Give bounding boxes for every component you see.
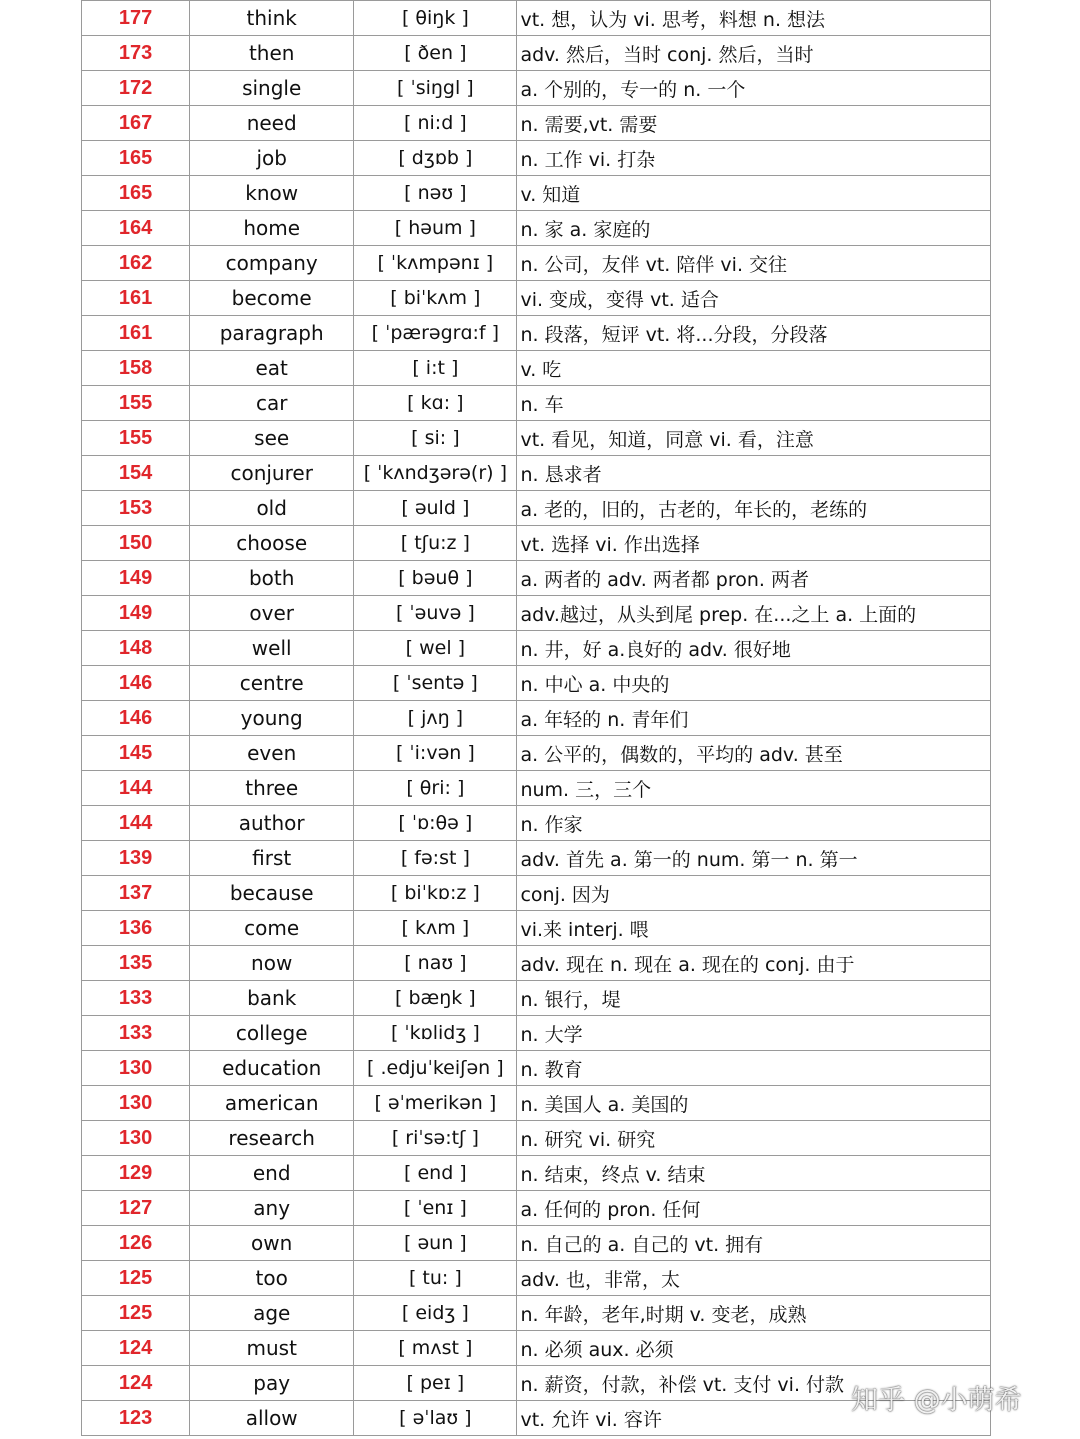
phonetic-cell: [ .edjuˈkeiʃən ] (354, 1051, 517, 1086)
phonetic-cell: [ end ] (354, 1156, 517, 1191)
definition-cell: n. 美国人 a. 美国的 (517, 1086, 991, 1121)
frequency-cell: 167 (82, 106, 190, 141)
phonetic-cell: [ tu: ] (354, 1261, 517, 1296)
word-cell: choose (190, 526, 354, 561)
frequency-cell: 126 (82, 1226, 190, 1261)
word-cell: college (190, 1016, 354, 1051)
definition-cell: n. 中心 a. 中央的 (517, 666, 991, 701)
definition-cell: n. 教育 (517, 1051, 991, 1086)
frequency-cell: 177 (82, 1, 190, 36)
frequency-cell: 124 (82, 1331, 190, 1366)
phonetic-cell: [ əˈlaʊ ] (354, 1401, 517, 1436)
phonetic-cell: [ ˈəuvə ] (354, 596, 517, 631)
word-cell: eat (190, 351, 354, 386)
table-row (82, 351, 991, 386)
table-row (82, 71, 991, 106)
table-row (82, 561, 991, 596)
table-row (82, 1191, 991, 1226)
definition-cell: a. 任何的 pron. 任何 (517, 1191, 991, 1226)
word-cell: need (190, 106, 354, 141)
phonetic-cell: [ tʃu:z ] (354, 526, 517, 561)
table-row (82, 1121, 991, 1156)
word-cell: home (190, 211, 354, 246)
definition-cell: n. 大学 (517, 1016, 991, 1051)
word-cell: conjurer (190, 456, 354, 491)
definition-cell: n. 工作 vi. 打杂 (517, 141, 991, 176)
frequency-cell: 137 (82, 876, 190, 911)
phonetic-cell: [ wel ] (354, 631, 517, 666)
frequency-cell: 149 (82, 561, 190, 596)
definition-cell: a. 年轻的 n. 青年们 (517, 701, 991, 736)
definition-cell: n. 必须 aux. 必须 (517, 1331, 991, 1366)
vocabulary-table-body (82, 1, 991, 1436)
word-cell: three (190, 771, 354, 806)
word-cell: education (190, 1051, 354, 1086)
phonetic-cell: [ ˈkɒlidʒ ] (354, 1016, 517, 1051)
definition-cell: n. 井，好 a.良好的 adv. 很好地 (517, 631, 991, 666)
phonetic-cell: [ biˈkʌm ] (354, 281, 517, 316)
definition-cell: n. 银行，堤 (517, 981, 991, 1016)
table-row (82, 946, 991, 981)
frequency-cell: 144 (82, 771, 190, 806)
definition-cell: n. 需要,vt. 需要 (517, 106, 991, 141)
frequency-cell: 155 (82, 386, 190, 421)
word-cell: now (190, 946, 354, 981)
frequency-cell: 139 (82, 841, 190, 876)
watermark: 知乎 @小萌希 (851, 1385, 1022, 1416)
definition-cell: n. 家 a. 家庭的 (517, 211, 991, 246)
frequency-cell: 127 (82, 1191, 190, 1226)
table-row (82, 666, 991, 701)
table-row (82, 1331, 991, 1366)
word-cell: must (190, 1331, 354, 1366)
table-row (82, 246, 991, 281)
vocabulary-table (81, 0, 991, 1436)
word-cell: age (190, 1296, 354, 1331)
phonetic-cell: [ dʒɒb ] (354, 141, 517, 176)
word-cell: know (190, 176, 354, 211)
word-cell: allow (190, 1401, 354, 1436)
phonetic-cell: [ i:t ] (354, 351, 517, 386)
word-cell: company (190, 246, 354, 281)
frequency-cell: 172 (82, 71, 190, 106)
table-row (82, 1016, 991, 1051)
phonetic-cell: [ θiŋk ] (354, 1, 517, 36)
definition-cell: a. 两者的 adv. 两者都 pron. 两者 (517, 561, 991, 596)
word-cell: become (190, 281, 354, 316)
frequency-cell: 165 (82, 141, 190, 176)
table-row (82, 36, 991, 71)
frequency-cell: 123 (82, 1401, 190, 1436)
frequency-cell: 125 (82, 1296, 190, 1331)
frequency-cell: 133 (82, 1016, 190, 1051)
definition-cell: n. 车 (517, 386, 991, 421)
table-row (82, 771, 991, 806)
frequency-cell: 135 (82, 946, 190, 981)
table-row (82, 631, 991, 666)
phonetic-cell: [ əuld ] (354, 491, 517, 526)
word-cell: see (190, 421, 354, 456)
phonetic-cell: [ ˈpærəgrɑ:f ] (354, 316, 517, 351)
word-cell: centre (190, 666, 354, 701)
frequency-cell: 164 (82, 211, 190, 246)
word-cell: because (190, 876, 354, 911)
word-cell: car (190, 386, 354, 421)
frequency-cell: 136 (82, 911, 190, 946)
word-cell: young (190, 701, 354, 736)
table-row (82, 211, 991, 246)
phonetic-cell: [ fə:st ] (354, 841, 517, 876)
phonetic-cell: [ ˈsentə ] (354, 666, 517, 701)
definition-cell: vt. 看见，知道，同意 vi. 看，注意 (517, 421, 991, 456)
definition-cell: vi.来 interj. 喂 (517, 911, 991, 946)
phonetic-cell: [ ˈkʌmpənɪ ] (354, 246, 517, 281)
phonetic-cell: [ ˈsiŋgl ] (354, 71, 517, 106)
table-row (82, 1, 991, 36)
definition-cell: n. 段落，短评 vt. 将...分段，分段落 (517, 316, 991, 351)
table-row (82, 491, 991, 526)
frequency-cell: 161 (82, 316, 190, 351)
table-row (82, 421, 991, 456)
frequency-cell: 133 (82, 981, 190, 1016)
table-row (82, 1261, 991, 1296)
word-cell: come (190, 911, 354, 946)
definition-cell: adv.越过，从头到尾 prep. 在...之上 a. 上面的 (517, 596, 991, 631)
frequency-cell: 155 (82, 421, 190, 456)
definition-cell: n. 作家 (517, 806, 991, 841)
table-row (82, 1226, 991, 1261)
frequency-cell: 148 (82, 631, 190, 666)
frequency-cell: 125 (82, 1261, 190, 1296)
frequency-cell: 173 (82, 36, 190, 71)
phonetic-cell: [ əun ] (354, 1226, 517, 1261)
phonetic-cell: [ ˈenɪ ] (354, 1191, 517, 1226)
definition-cell: vt. 选择 vi. 作出选择 (517, 526, 991, 561)
definition-cell: adv. 也，非常，太 (517, 1261, 991, 1296)
definition-cell: conj. 因为 (517, 876, 991, 911)
word-cell: american (190, 1086, 354, 1121)
definition-cell: v. 知道 (517, 176, 991, 211)
definition-cell: n. 研究 vi. 研究 (517, 1121, 991, 1156)
phonetic-cell: [ si: ] (354, 421, 517, 456)
frequency-cell: 124 (82, 1366, 190, 1401)
phonetic-cell: [ nəʊ ] (354, 176, 517, 211)
phonetic-cell: [ ˈi:vən ] (354, 736, 517, 771)
word-cell: old (190, 491, 354, 526)
frequency-cell: 130 (82, 1121, 190, 1156)
table-row (82, 1296, 991, 1331)
definition-cell: a. 公平的，偶数的，平均的 adv. 甚至 (517, 736, 991, 771)
definition-cell: a. 老的，旧的，古老的，年长的，老练的 (517, 491, 991, 526)
word-cell: any (190, 1191, 354, 1226)
frequency-cell: 146 (82, 666, 190, 701)
frequency-cell: 154 (82, 456, 190, 491)
phonetic-cell: [ jʌŋ ] (354, 701, 517, 736)
definition-cell: vt. 想，认为 vi. 思考，料想 n. 想法 (517, 1, 991, 36)
table-row (82, 456, 991, 491)
table-row (82, 596, 991, 631)
frequency-cell: 161 (82, 281, 190, 316)
phonetic-cell: [ bæŋk ] (354, 981, 517, 1016)
definition-cell: adv. 现在 n. 现在 a. 现在的 conj. 由于 (517, 946, 991, 981)
phonetic-cell: [ kʌm ] (354, 911, 517, 946)
word-cell: job (190, 141, 354, 176)
table-row (82, 1401, 991, 1436)
word-cell: even (190, 736, 354, 771)
phonetic-cell: [ riˈsə:tʃ ] (354, 1121, 517, 1156)
definition-cell: n. 恳求者 (517, 456, 991, 491)
frequency-cell: 149 (82, 596, 190, 631)
phonetic-cell: [ ðen ] (354, 36, 517, 71)
definition-cell: n. 年龄，老年,时期 v. 变老，成熟 (517, 1296, 991, 1331)
phonetic-cell: [ kɑ: ] (354, 386, 517, 421)
table-row (82, 141, 991, 176)
definition-cell: num. 三，三个 (517, 771, 991, 806)
table-row (82, 1366, 991, 1401)
table-row (82, 736, 991, 771)
word-cell: author (190, 806, 354, 841)
word-cell: think (190, 1, 354, 36)
table-row (82, 316, 991, 351)
frequency-cell: 162 (82, 246, 190, 281)
definition-cell: a. 个别的，专一的 n. 一个 (517, 71, 991, 106)
table-row (82, 1156, 991, 1191)
frequency-cell: 129 (82, 1156, 190, 1191)
phonetic-cell: [ ˈɒ:θə ] (354, 806, 517, 841)
frequency-cell: 144 (82, 806, 190, 841)
phonetic-cell: [ peɪ ] (354, 1366, 517, 1401)
table-row (82, 106, 991, 141)
frequency-cell: 145 (82, 736, 190, 771)
definition-cell: vt. 允许 vi. 容许 (517, 1401, 991, 1436)
word-cell: research (190, 1121, 354, 1156)
word-cell: own (190, 1226, 354, 1261)
phonetic-cell: [ ˈkʌndʒərə(r) ] (354, 456, 517, 491)
frequency-cell: 150 (82, 526, 190, 561)
word-cell: then (190, 36, 354, 71)
frequency-cell: 146 (82, 701, 190, 736)
phonetic-cell: [ mʌst ] (354, 1331, 517, 1366)
word-cell: both (190, 561, 354, 596)
table-row (82, 176, 991, 211)
table-row (82, 876, 991, 911)
phonetic-cell: [ biˈkɒ:z ] (354, 876, 517, 911)
table-row (82, 806, 991, 841)
word-cell: first (190, 841, 354, 876)
word-cell: bank (190, 981, 354, 1016)
frequency-cell: 153 (82, 491, 190, 526)
frequency-cell: 165 (82, 176, 190, 211)
word-cell: end (190, 1156, 354, 1191)
frequency-cell: 130 (82, 1086, 190, 1121)
word-cell: over (190, 596, 354, 631)
table-row (82, 841, 991, 876)
phonetic-cell: [ bəuθ ] (354, 561, 517, 596)
table-row (82, 1086, 991, 1121)
phonetic-cell: [ eidʒ ] (354, 1296, 517, 1331)
definition-cell: vi. 变成，变得 vt. 适合 (517, 281, 991, 316)
table-row (82, 701, 991, 736)
definition-cell: v. 吃 (517, 351, 991, 386)
phonetic-cell: [ naʊ ] (354, 946, 517, 981)
phonetic-cell: [ həum ] (354, 211, 517, 246)
definition-cell: adv. 首先 a. 第一的 num. 第一 n. 第一 (517, 841, 991, 876)
definition-cell: n. 薪资，付款，补偿 vt. 支付 vi. 付款 (517, 1366, 991, 1401)
phonetic-cell: [ θri: ] (354, 771, 517, 806)
word-cell: pay (190, 1366, 354, 1401)
table-row (82, 526, 991, 561)
definition-cell: n. 自己的 a. 自己的 vt. 拥有 (517, 1226, 991, 1261)
word-cell: well (190, 631, 354, 666)
table-row (82, 281, 991, 316)
word-cell: too (190, 1261, 354, 1296)
definition-cell: adv. 然后，当时 conj. 然后，当时 (517, 36, 991, 71)
frequency-cell: 158 (82, 351, 190, 386)
table-row (82, 386, 991, 421)
table-row (82, 911, 991, 946)
phonetic-cell: [ əˈmerikən ] (354, 1086, 517, 1121)
frequency-cell: 130 (82, 1051, 190, 1086)
definition-cell: n. 公司，友伴 vt. 陪伴 vi. 交往 (517, 246, 991, 281)
word-cell: paragraph (190, 316, 354, 351)
word-cell: single (190, 71, 354, 106)
phonetic-cell: [ ni:d ] (354, 106, 517, 141)
table-row (82, 981, 991, 1016)
table-row (82, 1051, 991, 1086)
definition-cell: n. 结束，终点 v. 结束 (517, 1156, 991, 1191)
